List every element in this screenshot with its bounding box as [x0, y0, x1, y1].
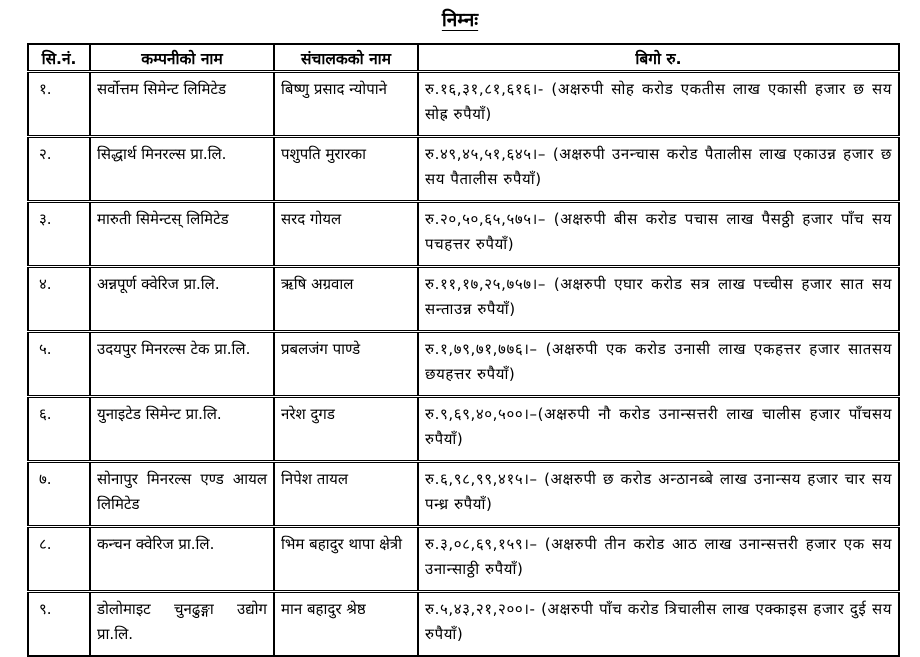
cell-amount: रु.४९,४५,५१,६४५।– (अक्षरुपी उनन्चास करोड पैतालीस लाख एकाउन्न हजार छ सय पैतालीस रुपैयाँ) — [418, 137, 899, 202]
cell-amount: रु.२०,५०,६५,५७५।– (अक्षरुपी बीस करोड पचास लाख पैसठ्ठी हजार पाँच सय पचहत्तर रुपैयाँ) — [418, 202, 899, 267]
column-header-amount: बिगो रु. — [418, 44, 899, 72]
column-header-sn: सि.नं. — [28, 44, 90, 72]
table-header-row — [28, 44, 899, 72]
cell-sn: ३. — [28, 202, 90, 267]
cell-company: डोलोमाइट चुनढुङ्गा उद्योग प्रा.लि. — [90, 592, 274, 657]
cell-director: प्रबलजंग पाण्डे — [274, 332, 418, 397]
cell-director: निपेश तायल — [274, 462, 418, 527]
table-row — [28, 527, 899, 592]
cell-company: उदयपुर मिनरल्स टेक प्रा.लि. — [90, 332, 274, 397]
cell-amount: रु.१,७९,७१,७७६।– (अक्षरुपी एक करोड उनासी लाख एकहत्तर हजार सातसय छयहत्तर रुपैयाँ) — [418, 332, 899, 397]
cell-director: पशुपति मुरारका — [274, 137, 418, 202]
cell-sn: ५. — [28, 332, 90, 397]
cell-amount: रु.११,१७,२५,७५७।– (अक्षरुपी एघार करोड सत्र लाख पच्चीस हजार सात सय सन्ताउन्न रुपैयाँ) — [418, 267, 899, 332]
cell-sn: ६. — [28, 397, 90, 462]
cell-amount: रु.१६,३१,८१,६१६।- (अक्षरुपी सोह करोड एकतीस लाख एकासी हजार छ सय सोह्र रुपैयाँ) — [418, 72, 899, 137]
column-header-director: संचालकको नाम — [274, 44, 418, 72]
cell-company: सिद्धार्थ मिनरल्स प्रा.लि. — [90, 137, 274, 202]
heading-text: निम्नः — [441, 9, 479, 31]
cell-sn: ८. — [28, 527, 90, 592]
cases-table — [27, 43, 900, 657]
cell-director: ऋषि अग्रवाल — [274, 267, 418, 332]
cell-company: सोनापुर मिनरल्स एण्ड आयल लिमिटेड — [90, 462, 274, 527]
cell-company: कन्चन क्वेरिज प्रा.लि. — [90, 527, 274, 592]
table-row — [28, 397, 899, 462]
cell-director: नरेश दुगड — [274, 397, 418, 462]
column-header-company: कम्पनीको नाम — [90, 44, 274, 72]
table-row — [28, 202, 899, 267]
cell-company: सर्वोत्तम सिमेन्ट लिमिटेड — [90, 72, 274, 137]
table-row — [28, 72, 899, 137]
cell-sn: ९. — [28, 592, 90, 657]
table-row — [28, 332, 899, 397]
cell-director: सरद गोयल — [274, 202, 418, 267]
page-heading — [0, 6, 920, 32]
table-row — [28, 462, 899, 527]
cell-sn: ७. — [28, 462, 90, 527]
cell-sn: २. — [28, 137, 90, 202]
cell-amount: रु.६,९८,९९,४१५।– (अक्षरुपी छ करोड अन्ठानब्बे लाख उनान्सय हजार चार सय पन्ध्र रुपैयाँ) — [418, 462, 899, 527]
cell-director: भिम बहादुर थापा क्षेत्री — [274, 527, 418, 592]
cell-director: मान बहादुर श्रेष्ठ — [274, 592, 418, 657]
table-row — [28, 592, 899, 657]
cell-sn: ४. — [28, 267, 90, 332]
cell-company: मारुती सिमेन्टस् लिमिटेड — [90, 202, 274, 267]
cell-amount: रु.५,४३,२१,२००।- (अक्षरुपी पाँच करोड त्रिचालीस लाख एक्काइस हजार दुई सय रुपैयाँ) — [418, 592, 899, 657]
cell-company: अन्नपूर्ण क्वेरिज प्रा.लि. — [90, 267, 274, 332]
table-row — [28, 267, 899, 332]
cell-director: बिष्णु प्रसाद न्योपाने — [274, 72, 418, 137]
cell-amount: रु.३,०८,६९,१५९।– (अक्षरुपी तीन करोड आठ लाख उनान्सत्तरी हजार एक सय उनान्साठ्ठी रुपैयाँ) — [418, 527, 899, 592]
table-row — [28, 137, 899, 202]
cell-company: युनाइटेड सिमेन्ट प्रा.लि. — [90, 397, 274, 462]
cell-sn: १. — [28, 72, 90, 137]
cell-amount: रु.९,६९,४०,५००।–(अक्षरुपी नौ करोड उनान्सत्तरी लाख चालीस हजार पाँचसय रुपैयाँ) — [418, 397, 899, 462]
